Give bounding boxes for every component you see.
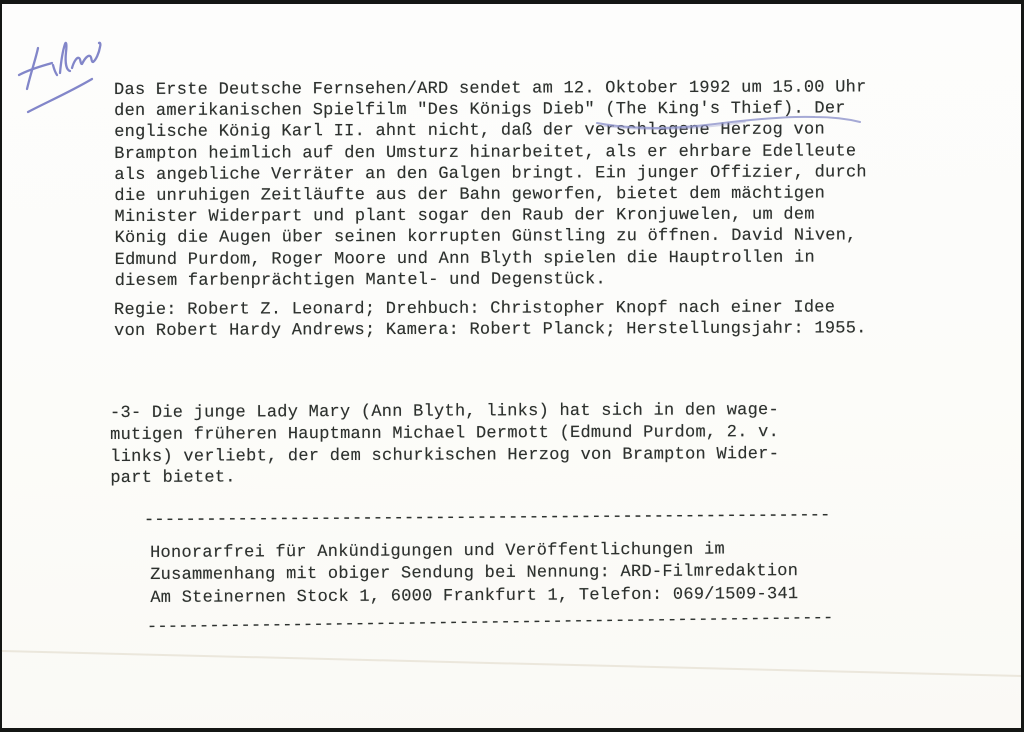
film-credits-paragraph: Regie: Robert Z. Leonard; Drehbuch: Christopher Knopf nach einer Idee von Robert Hardy Andrews; Kamera: Robert Planck; Herstellungsjahr: 1955. [114,298,867,342]
photo-caption-paragraph: -3- Die junge Lady Mary (Ann Blyth, links) hat sich in den wage- mutigen früheren Hauptmann Michael Dermott (Edmund Purdom, 2. v. links) verliebt, der dem schurkischen Herzog von Brampton Wider- part bietet. [110,401,780,489]
dashed-divider-bottom: ------------------------------------------------------------------ [146,609,834,637]
broadcast-announcement-paragraph: Das Erste Deutsche Fernsehen/ARD sendet am 12. Oktober 1992 um 15.00 Uhr den amerikanischen Spielfilm "Des Königs Dieb" (The King's Thief). Der englische König Karl II. ahnt nicht, daß der verschlagene Herzog von Brampton heimlich auf den Umsturz hinarbeitet, als er ehrbare Edelleute als angebliche Verräter an den Galgen bringt. Ein junger Offizier, durch die unruhigen Zeitläufte aus der Bahn geworfen, bietet dem mächtigen Minister Widerpart und plant sogar den Raub der Kronjuwelen, um dem König die Augen über seinen korrupten Günstling zu öffnen. David Niven, Edmund Purdom, Roger Moore und Ann Blyth spielen die Hauptrollen in diesem farbenprächtigen Mantel- und Degenstück. [114,78,867,291]
usage-notice-footer: Honorarfrei für Ankündigungen und Veröffentlichungen im Zusammenhang mit obiger Sendung bei Nennung: ARD-Filmredaktion Am Steinernen Stock 1, 6000 Frankfurt 1, Telefon: 069/1509-341 [150,540,799,608]
dashed-divider-top: ------------------------------------------------------------------ [143,506,831,530]
